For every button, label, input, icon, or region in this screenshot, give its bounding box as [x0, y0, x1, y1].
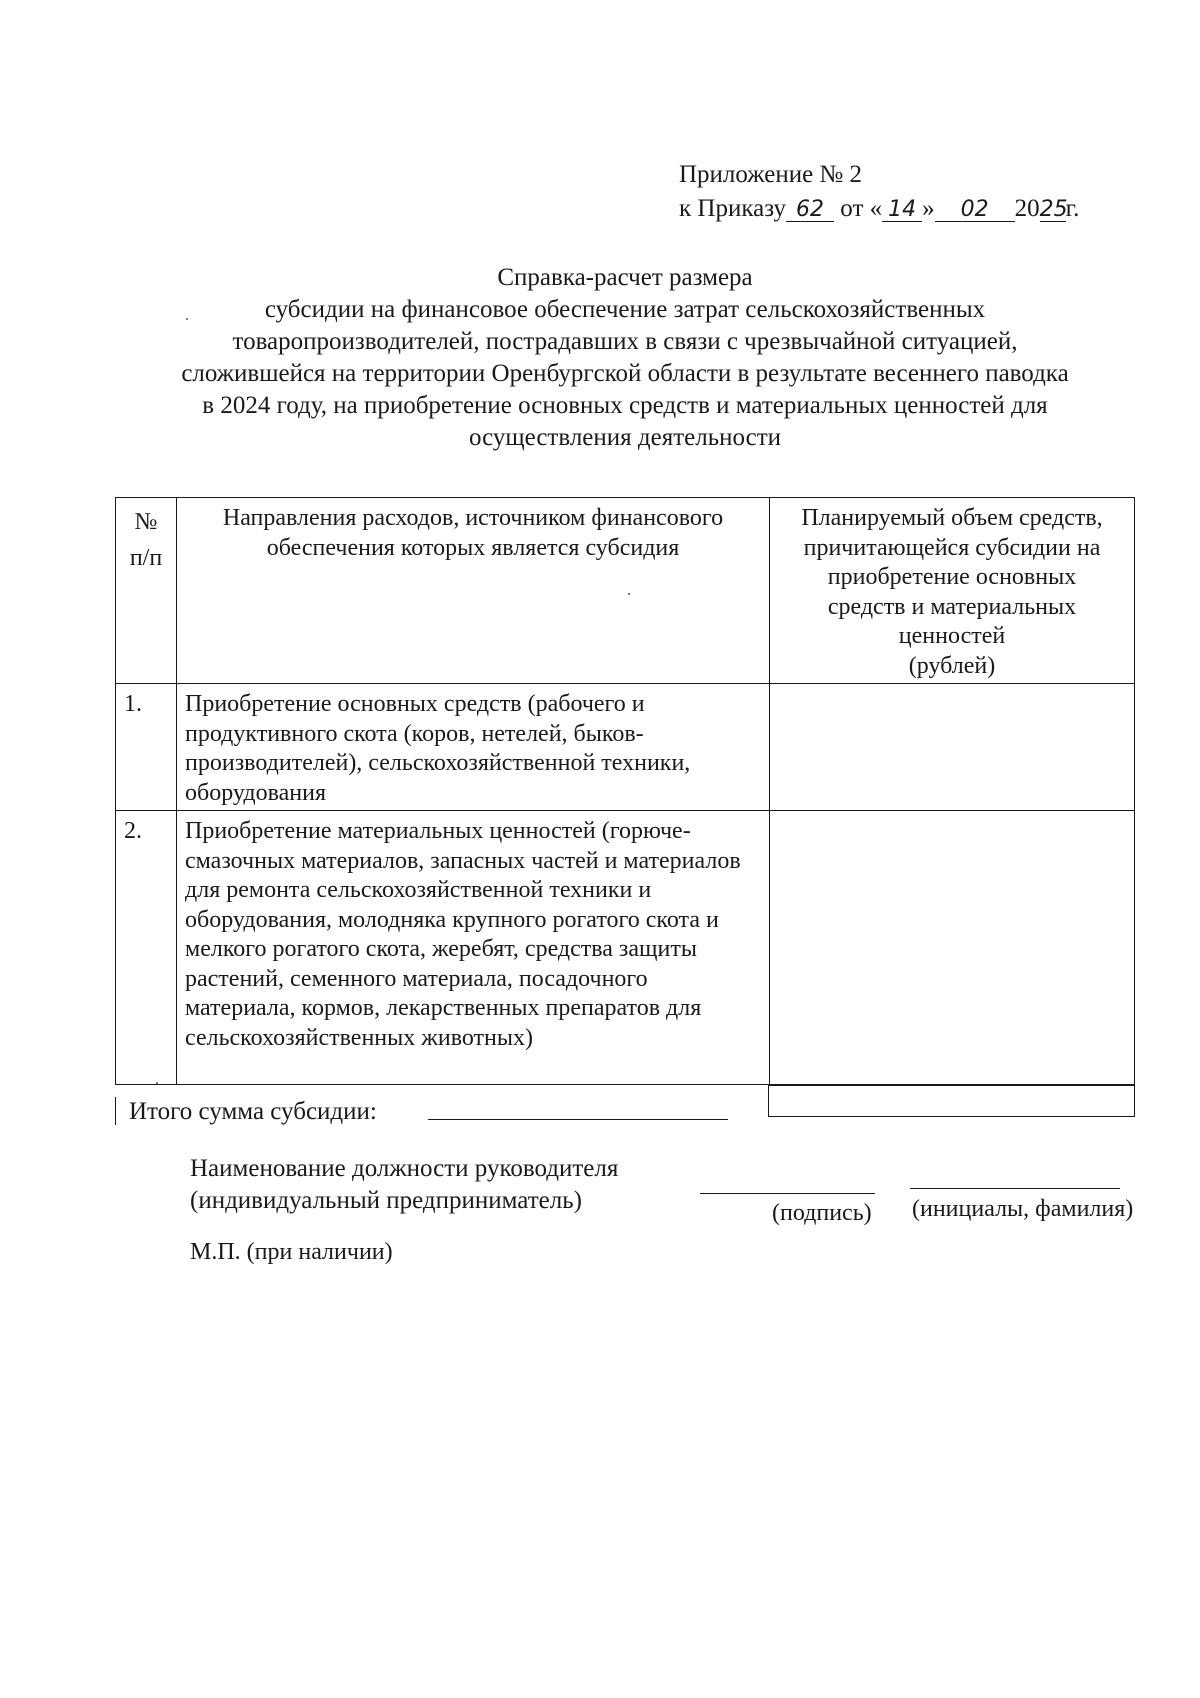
- table-row: [116, 684, 1135, 811]
- title-line: субсидии на финансовое обеспечение затрат сельскохозяйственных: [264, 296, 986, 323]
- signature-line[interactable]: [700, 1193, 875, 1194]
- document-title: [120, 262, 1130, 454]
- order-day-handwritten: 14: [882, 199, 922, 222]
- header-amount-line: средств и материальных: [827, 593, 1077, 620]
- stamp-place: М.П. (при наличии): [190, 1239, 393, 1265]
- header-amount: [770, 498, 1135, 684]
- annex-number: Приложение № 2: [679, 161, 863, 188]
- order-quote-close: »: [922, 195, 935, 222]
- row-amount-cell[interactable]: [770, 811, 1135, 1085]
- header-amount-line: (рублей): [908, 652, 996, 679]
- order-year-handwritten: 25: [1039, 197, 1068, 222]
- header-amount-line: ценностей: [898, 623, 1006, 649]
- scan-speck: [156, 1082, 158, 1084]
- scan-speck: [628, 593, 630, 595]
- name-line[interactable]: [910, 1188, 1120, 1189]
- row-direction: Приобретение основных средств (рабочего и продуктивного скота (коров, нетелей, быков-производителей), сельскохозяйственной техники, оборудования: [177, 684, 770, 811]
- total-left-border: [115, 1097, 116, 1125]
- header-direction: Направления расходов, источником финансового обеспечения которых является субсидия: [177, 498, 770, 684]
- table-header-row: [116, 498, 1135, 684]
- header-amount-line: Планируемый объем средств,: [801, 505, 1103, 531]
- title-line: в 2024 году, на приобретение основных средств и материальных ценностей для: [202, 392, 1048, 419]
- total-amount-cell[interactable]: [768, 1085, 1135, 1117]
- title-line: осуществления деятельности: [468, 424, 782, 451]
- position-subtitle: (индивидуальный предприниматель): [190, 1187, 582, 1214]
- title-line: сложившейся на территории Оренбургской области в результате весеннего паводка: [181, 360, 1069, 387]
- order-year-prefix: 20: [1014, 195, 1040, 222]
- order-from: от «: [840, 195, 883, 222]
- total-row: [115, 1097, 1135, 1127]
- row-number: 2.: [116, 811, 177, 1085]
- order-reference: [679, 192, 1079, 226]
- row-amount-cell[interactable]: [770, 684, 1135, 811]
- header-amount-line: причитающейся субсидии на: [803, 534, 1101, 561]
- order-number-handwritten: 62: [786, 199, 834, 222]
- table-row: [116, 811, 1135, 1085]
- order-year-end: г.: [1065, 195, 1080, 222]
- header-number-abbr: п/п: [129, 545, 163, 571]
- order-month-handwritten: 02: [935, 199, 1015, 222]
- order-prefix: к Приказу: [679, 195, 787, 222]
- position-title: Наименование должности руководителя: [190, 1155, 619, 1182]
- header-number: [116, 498, 177, 684]
- scan-speck: [186, 318, 188, 320]
- row-number: 1.: [116, 684, 177, 811]
- header-amount-line: приобретение основных: [827, 564, 1077, 590]
- title-line: Справка-расчет размера: [497, 264, 753, 291]
- header-number-sign: №: [134, 509, 158, 535]
- name-caption: (инициалы, фамилия): [912, 1196, 1134, 1222]
- signature-block: [190, 1153, 618, 1217]
- signature-caption: (подпись): [772, 1200, 872, 1226]
- row-direction: Приобретение материальных ценностей (горюче-смазочных материалов, запасных частей и материалов для ремонта сельскохозяйственной техники и оборудования, молодняка крупного рогатого скота и мелкого рогатого скота, жеребят, средства защиты растений, семенного материала, посадочного материала, кормов, лекарственных препаратов для сельскохозяйственных животных): [177, 811, 770, 1085]
- subsidy-table: [115, 497, 1135, 1085]
- title-line: товаропроизводителей, пострадавших в связи с чрезвычайной ситуацией,: [232, 328, 1018, 355]
- annex-header: [679, 158, 1079, 226]
- total-label: Итого сумма субсидии:: [129, 1098, 377, 1125]
- total-blank-line[interactable]: [428, 1119, 728, 1120]
